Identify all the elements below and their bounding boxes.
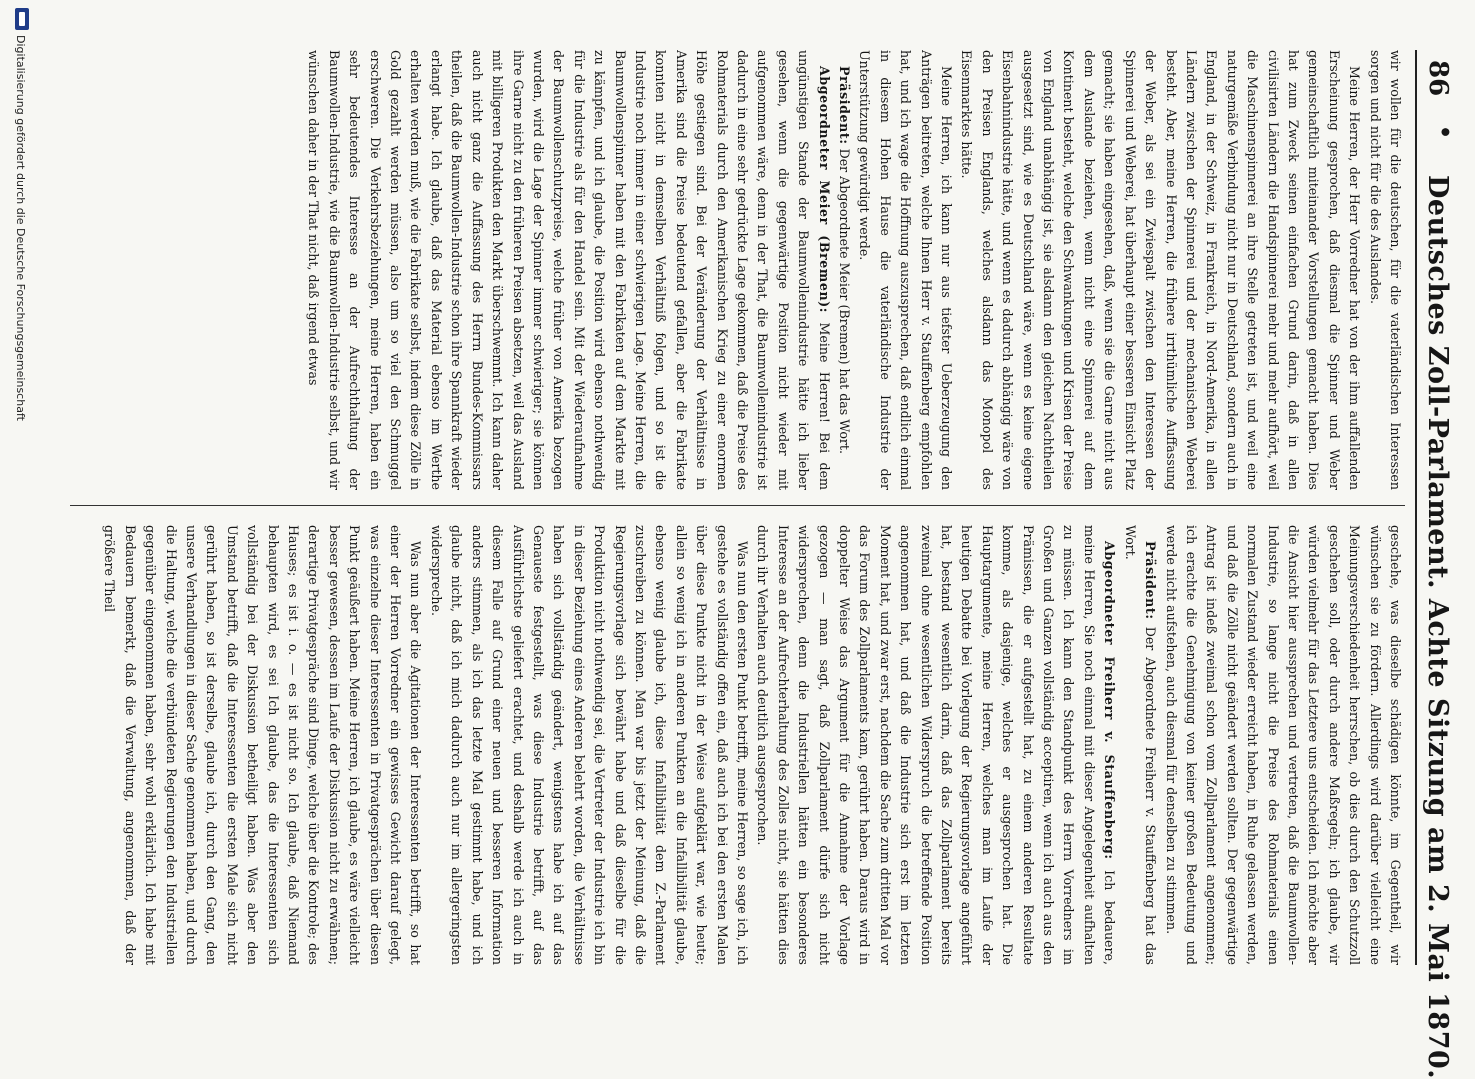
paragraph: Meine Herren, der Herr Vorredner hat von der ihm auffallenden Erscheinung gesprochen, daß diesmal die Spinner und Weber gemeinschaftlich miteinander Vorstellungen gemacht haben. Dies hat zum Zweck seinen einfachen Grund darin, daß in allen civilisirten Ländern die Handspinnerei mehr und mehr aufhört, weil die Maschinenspinnerei an ihre Stelle getreten ist, und weil eine naturgemäße Verbindung nicht nur in Deutschland, sondern auch in England, in der Schweiz, in Frankreich, in Nord-Amerika, in allen Ländern zwischen der Spinnerei und der mechanischen Weberei besteht. Aber, meine Herren, die frühere irrthümliche Auffassung der Weber, als sei ein Zwiespalt zwischen den Interessen der Spinnerei und Weberei, hat überhaupt einer besseren Einsicht Platz gemacht; sie haben eingesehen, daß, wenn sie die Garne nicht aus dem Auslande beziehen, wenn nicht eine Spinnerei auf dem Kontinent besteht, welche den Schwankungen und Krisen der Preise von England unabhängig ist, sie alsdann den gleichen Nachtheilen ausgesetzt sind, wie es Deutschland wäre, wenn es keine eigene Eisenbahnindustrie hätte, und wenn es dadurch abhängig wäre von den Preisen Englands, welches alsdann das Monopol des Eisenmarktes hätte. [959,50,1363,490]
dfg-logo-icon [15,8,29,30]
speech-text: Ich bedauere, meine Herren, Sie noch einmal mit dieser Angelegenheit aufhalten zu müssen. Ich kann den Standpunkt des Herrn Vorredners im Großen und Ganzen vollständig acceptiren, wenn ich auch aus den Prämissen, die er aufgestellt hat, zu einem anderen Resultate komme, als dasjenige, welches er ausgesprochen hat. Die Hauptargumente, meine Herren, welches man im Laufe der heutigen Debatte bei Vorlegung der Regierungsvorlage angeführt hat, bestand wesentlich darin, daß das Zollparlament bereits zweimal ohne wesentlichen Widerspruch die betreffende Position angenommen hat, und daß die Industrie sich erst im letzten Moment hat, und zwar erst, nachdem die Sache zum dritten Mal vor das Forum des Zollparlaments kam, gerührt haben. Daraus wird in doppelter Weise das Argument für die Annahme der Vorlage gezogen — man sagt, daß Zollparlament dürfe sich nicht widersprechen, denn die Industriellen hätten ein besonderes Interesse an der Aufrechterhaltung des Zolles nicht, sie hätten dies durch ihr Verhalten auch deutlich ausgesprochen. [755,525,1118,965]
running-header [1415,50,1457,1079]
digitization-note: Digitalisierung gefördert durch die Deutsche Forschungsgemeinschaft [14,35,27,421]
speech-text: Der Abgeordnete Meier (Bremen) hat das Wort. [837,148,853,454]
header-bullet: • [1431,125,1457,140]
paragraph: Was nun aber die Agitationen der Interessenten betrifft, so hat einer der Herren Vorredner ein gewisses Gewicht darauf gelegt, was einzelne dieser Interessenten in Privatgesprächen über diesen Punkt geäußert haben. Meine Herren, ich glaube, es wäre vielleicht besser gewesen, dessen im Laufe der Diskussion nicht zu erwähnen; derartige Privatgespräche sind Dinge, welche über die Kontrole; des Hauses; es ist i. o. — es ist nicht so. Ich glaube, daß Niemand behaupten wird, es sei Ich glaube, das die Interessenten sich vollständig bei der Diskussion betheiligt haben. Was aber den Umstand betrifft, daß die Interessenten die ersten Male sich nicht gerührt haben, so ist derselbe, glaube ich, durch den Gang, den unsere Verhandlungen in dieser Sache genommen haben, und durch die Haltung, welche die verbündeten Regierungen den Industriellen gegenüber eingenommen haben, sehr wohl erklärlich. Ich habe mit Bedauern bemerkt, daß die Verwaltung, angenommen, daß der größere Theil [102,525,424,965]
paragraph: Meine Herren, ich kann nur aus tiefster Ueberzeugung den Anträgen beitreten, welche Ihnen Herr v. Stauffenberg empfohlen hat, und ich wage die Hoffnung auszusprechen, daß endlich einmal in diesem Hohen Hause die vaterländische Industrie der Unterstützung gewürdigt werde. [857,50,955,490]
speech-paragraph [752,525,1119,965]
speaker-label: Abgeordneter Meier (Bremen): [816,66,832,314]
paragraph: Was nun den ersten Punkt betrifft, meine Herren, so sage ich, ich gestehe es vollständig offen ein, daß auch ich bei den ersten Malen über diese Punkte nicht in der Weise aufgeklärt war, wie heute; allein so wenig ich in anderen Punkten an die Infallibilität glaube, ebenso wenig glaube ich, diese Infallibilität dem Z.-Parlament zuschreiben zu können. Man war bis jetzt der Meinung, daß die Regierungsvorlage sich bewährt habe und daß dieselbe für die Produktion nicht nothwendig sei, die Vertreter der Industrie ich bin in dieser Beziehung eines Anderen belehrt worden, die Verhältnisse haben sich vollständig geändert, wenigstens habe ich auf das Genaueste festgestellt, was diese Industrie betrifft, auf das Ausführlichste geliefert erachtet, und deshalb werde ich auch in diesem Falle auf Grund einer neuen und besseren Information anders stimmen, als ich das letzte Mal gestimmt habe, und ich glaube nicht, daß ich mich dadurch auch nur im allergeringsten widerspreche. [428,525,750,965]
right-column [65,525,1405,965]
speech-paragraph [1119,525,1160,965]
speech-paragraph [834,50,854,490]
paragraph: wir wollen für die deutschen, für die vaterländischen Interessen sorgen und nicht für die des Auslandes. [1367,50,1403,490]
column-divider [70,505,1405,506]
speech-text: Meine Herren! Bei dem ungünstigen Stande der Baumwollenindustrie hätte ich lieber gesehen, wenn die gegenwärtige Position nicht wieder mit aufgenommen wäre, denn in der That, die Baumwollenindustrie ist dadurch in eine sehr gedrückte Lage gekommen, daß die Preise des Rohmaterials durch den Amerikanischen Krieg zu einer enormen Höhe gestiegen sind. Bei der Veränderung der Verhältnisse in Amerika sind die Preise bedeutend gefallen, aber die Fabrikate konnten nicht in demselben Verhältniß folgen, und so ist die Industrie noch immer in einer schwierigen Lage. Meine Herren, die Baumwollenspinner haben mit den Fabrikaten auf dem Markte mit zu kämpfen, und ich glaube, die Position wird ebenso nothwendig für die Industrie als für den Handel sein. Mit der Wiederaufnahme der Baumwollenschutzpreise, welche früher von Amerika bezogen wurden, wird die Lage der Spinner immer schwieriger; sie können ihre Garne nicht zu den früheren Preisen absetzen, weil das Ausland mit billigeren Produkten den Markt überschwemmt. Ich kann daher auch nicht ganz die Auffassung des Herrn Bundes-Kommissars theilen, daß die Baumwollen-Industrie schon ihre Spannkraft wieder erlangt habe. Ich glaube, daß das Material ebenso im Werthe erhalten werden muß, wie die Fabrikate selbst, indem diese Zölle in Gold gezahlt werden müssen, also um so viel den Schmuggel erschweren. Die Verkehrsbeziehungen, meine Herren, haben ein sehr bedeutendes Interesse an der Aufrechthaltung der Baumwollen-Industrie, wie die Baumwollen-Industrie selbst, und wir wünschen daher in der That nicht, daß irgend etwas [306,50,832,490]
speaker-label: Präsident: [1143,541,1159,620]
left-column [65,50,1405,490]
speech-text: Der Abgeordnete Freiherr v. Stauffenberg hat das Wort. [1122,525,1159,965]
speaker-label: Abgeordneter Freiherr v. Stauffenberg: [1102,541,1118,860]
text-columns [65,50,1405,965]
paragraph: geschehe, was dieselbe schädigen könnte, im Gegentheil, wir wünschen sie zu fördern. Allerdings wird darüber vielleicht eine Meinungsverschiedenheit herrschen, ob dies durch den Schutzzoll geschehen soll, oder durch andere Maßregeln; ich glaube, wir würden vielmehr für das Letztere uns entscheiden. Ich möchte aber die Ansicht hier aussprechen und vertreten, daß die Baumwollen-Industrie, so lange nicht die Preise des Rohmaterials einen normalen Zustand wieder erreicht haben, in Ruhe gelassen werden, und daß die Zölle nicht geändert werden sollten. Der gegenwärtige Antrag ist indeß zweimal schon vom Zollparlament angenommen; ich erachte die Genehmigung von keiner großen Bedeutung und werde nicht aufstehen, auch diesmal für denselben zu stimmen. [1163,525,1403,965]
digitization-footer [0,0,35,1000]
speaker-label: Präsident: [837,66,853,145]
speech-paragraph [303,50,834,490]
header-title: Deutsches Zoll-Parlament. Achte Sitzung am 2. Mai 1870. [1422,175,1453,1079]
page-number: 86 [1423,60,1453,97]
